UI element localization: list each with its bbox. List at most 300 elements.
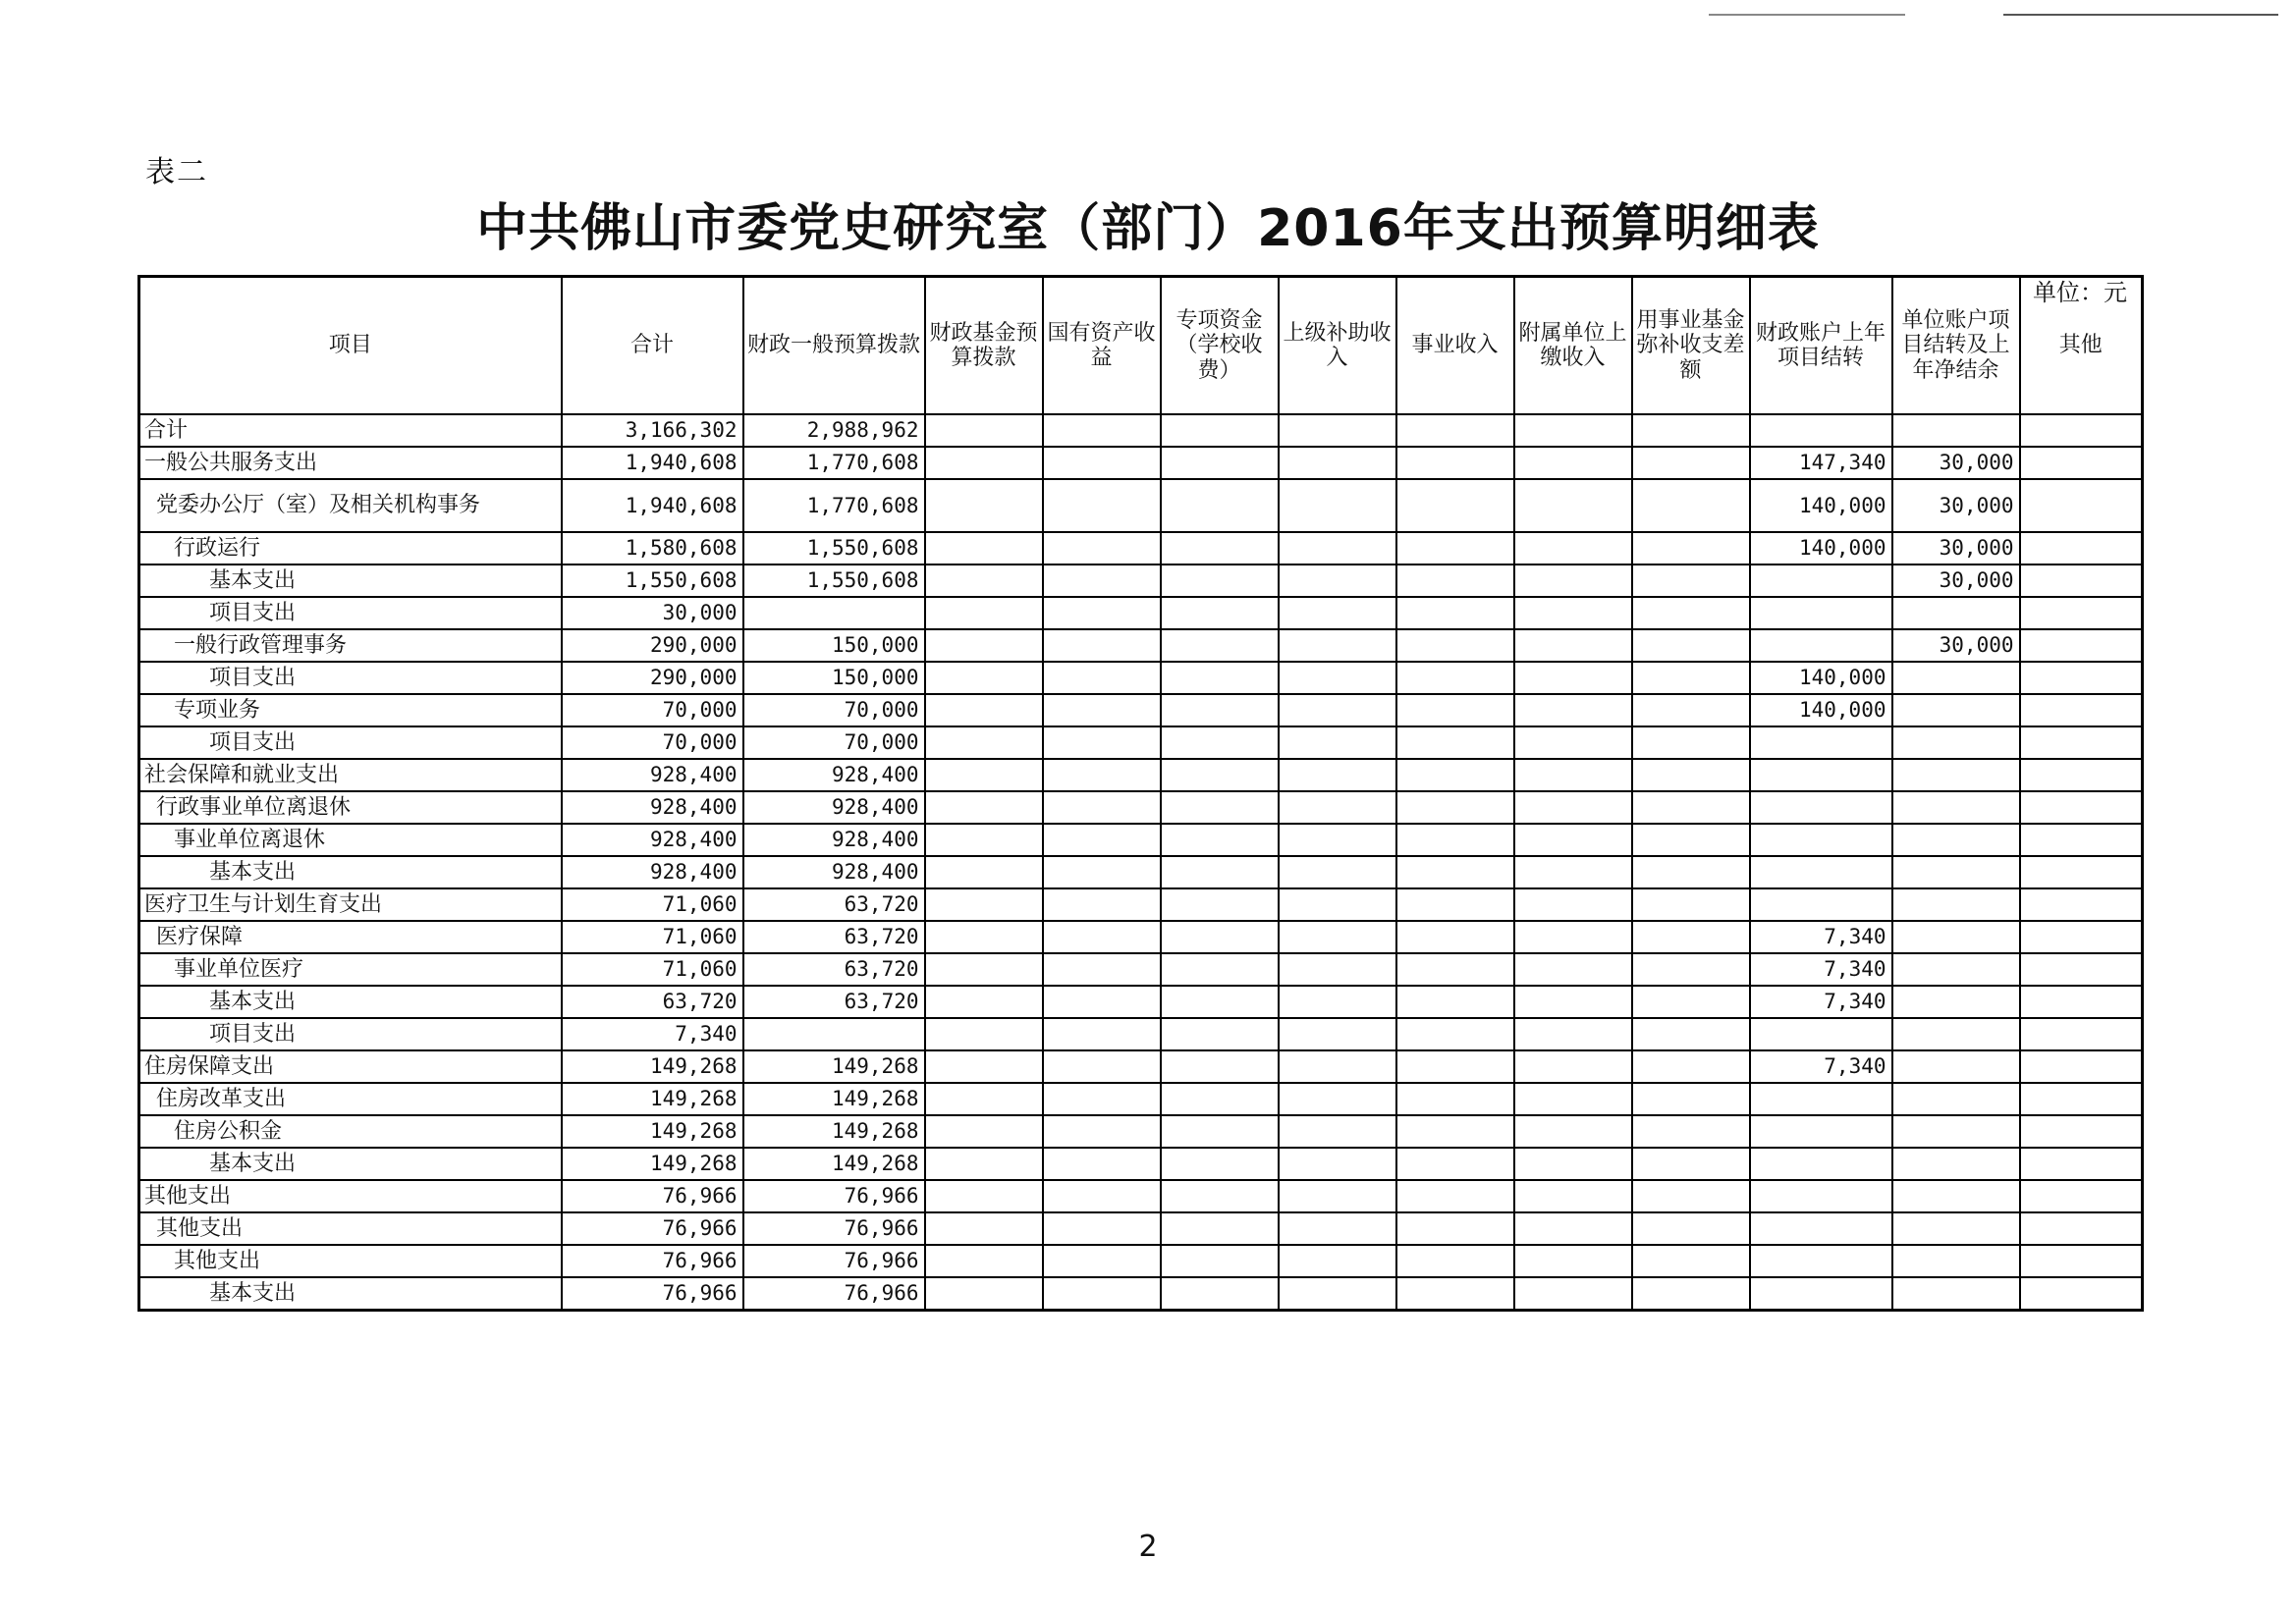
table-cell bbox=[1396, 479, 1514, 532]
header-cell: 财政账户上年项目结转 bbox=[1750, 277, 1892, 415]
table-row bbox=[139, 532, 2143, 565]
table-cell bbox=[1892, 986, 2020, 1018]
table-cell: 150,000 bbox=[743, 662, 925, 694]
table-cell bbox=[1396, 694, 1514, 726]
table-cell: 事业单位离退休 bbox=[139, 824, 562, 856]
table-cell bbox=[925, 1050, 1043, 1083]
table-cell: 149,268 bbox=[743, 1083, 925, 1115]
table-cell bbox=[925, 1245, 1043, 1277]
table-cell bbox=[2020, 1018, 2143, 1050]
table-cell bbox=[925, 597, 1043, 629]
table-cell bbox=[1396, 986, 1514, 1018]
table-cell bbox=[1161, 791, 1279, 824]
table-cell: 290,000 bbox=[562, 629, 743, 662]
table-row bbox=[139, 791, 2143, 824]
table-cell bbox=[1043, 953, 1161, 986]
table-cell: 149,268 bbox=[562, 1050, 743, 1083]
table-cell bbox=[1892, 1018, 2020, 1050]
table-cell bbox=[1161, 479, 1279, 532]
table-cell bbox=[1750, 1212, 1892, 1245]
table-cell bbox=[1161, 888, 1279, 921]
table-cell bbox=[925, 414, 1043, 447]
table-cell: 71,060 bbox=[562, 921, 743, 953]
table-cell bbox=[1514, 986, 1632, 1018]
table-cell bbox=[1750, 1277, 1892, 1311]
table-cell bbox=[1161, 824, 1279, 856]
table-cell bbox=[1750, 759, 1892, 791]
table-cell bbox=[1043, 1277, 1161, 1311]
table-cell: 70,000 bbox=[562, 694, 743, 726]
table-cell: 30,000 bbox=[1892, 447, 2020, 479]
table-row bbox=[139, 1180, 2143, 1212]
table-cell bbox=[1161, 1083, 1279, 1115]
table-cell: 76,966 bbox=[743, 1180, 925, 1212]
table-row bbox=[139, 986, 2143, 1018]
table-cell bbox=[2020, 726, 2143, 759]
table-cell bbox=[1514, 726, 1632, 759]
table-cell bbox=[1750, 791, 1892, 824]
table-cell bbox=[1396, 1050, 1514, 1083]
table-row bbox=[139, 662, 2143, 694]
table-cell bbox=[1750, 824, 1892, 856]
table-cell: 党委办公厅（室）及相关机构事务 bbox=[139, 479, 562, 532]
table-row bbox=[139, 824, 2143, 856]
header-cell: 专项资金（学校收费） bbox=[1161, 277, 1279, 415]
table-cell: 928,400 bbox=[743, 824, 925, 856]
table-cell bbox=[1632, 759, 1750, 791]
table-cell bbox=[925, 1115, 1043, 1148]
header-cell: 财政基金预算拨款 bbox=[925, 277, 1043, 415]
table-cell bbox=[1043, 1180, 1161, 1212]
table-cell bbox=[925, 447, 1043, 479]
table-cell: 140,000 bbox=[1750, 479, 1892, 532]
table-cell bbox=[1632, 414, 1750, 447]
table-cell bbox=[1396, 532, 1514, 565]
table-cell bbox=[925, 726, 1043, 759]
table-cell bbox=[1892, 1180, 2020, 1212]
table-cell bbox=[1396, 791, 1514, 824]
table-cell: 住房保障支出 bbox=[139, 1050, 562, 1083]
table-cell: 149,268 bbox=[743, 1115, 925, 1148]
table-cell bbox=[743, 1018, 925, 1050]
header-cell: 附属单位上缴收入 bbox=[1514, 277, 1632, 415]
table-cell bbox=[1279, 1018, 1396, 1050]
table-cell bbox=[1161, 759, 1279, 791]
header-cell: 合计 bbox=[562, 277, 743, 415]
table-cell: 项目支出 bbox=[139, 1018, 562, 1050]
table-cell bbox=[1161, 414, 1279, 447]
table-cell bbox=[1161, 1180, 1279, 1212]
table-cell bbox=[2020, 532, 2143, 565]
table-row bbox=[139, 1050, 2143, 1083]
table-cell bbox=[1279, 662, 1396, 694]
table-cell bbox=[1514, 447, 1632, 479]
table-cell bbox=[1514, 532, 1632, 565]
table-cell: 3,166,302 bbox=[562, 414, 743, 447]
table-row bbox=[139, 1277, 2143, 1311]
table-cell bbox=[1892, 726, 2020, 759]
table-cell: 30,000 bbox=[1892, 479, 2020, 532]
table-cell bbox=[1279, 759, 1396, 791]
table-cell: 行政事业单位离退休 bbox=[139, 791, 562, 824]
table-cell bbox=[1632, 1083, 1750, 1115]
table-cell bbox=[1396, 1148, 1514, 1180]
table-cell bbox=[925, 479, 1043, 532]
table-cell bbox=[1514, 1212, 1632, 1245]
table-cell bbox=[1396, 597, 1514, 629]
table-cell bbox=[1161, 726, 1279, 759]
table-cell bbox=[1279, 856, 1396, 888]
table-cell bbox=[925, 1180, 1043, 1212]
table-cell: 住房改革支出 bbox=[139, 1083, 562, 1115]
table-cell bbox=[1279, 1245, 1396, 1277]
table-cell bbox=[925, 629, 1043, 662]
table-cell: 70,000 bbox=[562, 726, 743, 759]
table-cell bbox=[2020, 791, 2143, 824]
table-cell: 基本支出 bbox=[139, 565, 562, 597]
table-cell: 149,268 bbox=[562, 1148, 743, 1180]
table-cell bbox=[925, 824, 1043, 856]
table-cell bbox=[1161, 921, 1279, 953]
table-cell bbox=[1279, 1277, 1396, 1311]
page-number: 2 bbox=[1138, 1530, 1158, 1564]
table-cell bbox=[925, 856, 1043, 888]
table-cell: 1,550,608 bbox=[743, 532, 925, 565]
table-cell bbox=[1161, 1148, 1279, 1180]
table-cell bbox=[1632, 1148, 1750, 1180]
table-cell bbox=[1632, 1277, 1750, 1311]
table-cell: 147,340 bbox=[1750, 447, 1892, 479]
table-cell bbox=[1632, 986, 1750, 1018]
table-cell bbox=[1632, 1245, 1750, 1277]
table-cell bbox=[1396, 856, 1514, 888]
table-cell bbox=[1632, 824, 1750, 856]
table-cell bbox=[1750, 1115, 1892, 1148]
table-row bbox=[139, 694, 2143, 726]
table-cell: 149,268 bbox=[562, 1115, 743, 1148]
table-cell bbox=[925, 791, 1043, 824]
table-cell bbox=[1632, 1115, 1750, 1148]
table-cell bbox=[925, 532, 1043, 565]
table-cell bbox=[1750, 888, 1892, 921]
table-cell bbox=[1043, 1050, 1161, 1083]
table-cell: 行政运行 bbox=[139, 532, 562, 565]
table-row bbox=[139, 565, 2143, 597]
table-cell bbox=[1043, 694, 1161, 726]
table-cell bbox=[1161, 532, 1279, 565]
table-cell: 149,268 bbox=[743, 1148, 925, 1180]
table-cell bbox=[1632, 791, 1750, 824]
table-cell bbox=[1632, 921, 1750, 953]
table-cell bbox=[1161, 1018, 1279, 1050]
table-cell: 140,000 bbox=[1750, 532, 1892, 565]
scan-mark bbox=[2003, 14, 2278, 16]
table-row bbox=[139, 1148, 2143, 1180]
table-cell bbox=[2020, 479, 2143, 532]
table-cell: 76,966 bbox=[743, 1212, 925, 1245]
table-cell bbox=[1279, 953, 1396, 986]
table-row bbox=[139, 447, 2143, 479]
table-cell: 63,720 bbox=[743, 921, 925, 953]
table-cell bbox=[1514, 856, 1632, 888]
table-cell bbox=[925, 986, 1043, 1018]
table-cell bbox=[1161, 662, 1279, 694]
table-cell bbox=[1161, 953, 1279, 986]
table-cell bbox=[1396, 662, 1514, 694]
table-cell bbox=[1279, 1148, 1396, 1180]
table-cell bbox=[1161, 565, 1279, 597]
table-cell: 7,340 bbox=[1750, 921, 1892, 953]
header-cell: 其他 bbox=[2020, 277, 2143, 415]
table-cell bbox=[1161, 629, 1279, 662]
header-cell: 单位账户项目结转及上年净结余 bbox=[1892, 277, 2020, 415]
table-cell bbox=[1514, 1180, 1632, 1212]
table-cell: 7,340 bbox=[562, 1018, 743, 1050]
table-cell bbox=[1892, 921, 2020, 953]
table-cell bbox=[1514, 824, 1632, 856]
table-cell bbox=[1514, 888, 1632, 921]
table-cell: 基本支出 bbox=[139, 986, 562, 1018]
table-cell bbox=[1892, 694, 2020, 726]
table-cell: 63,720 bbox=[743, 986, 925, 1018]
table-cell bbox=[925, 1148, 1043, 1180]
header-cell: 用事业基金弥补收支差额 bbox=[1632, 277, 1750, 415]
table-cell bbox=[1396, 953, 1514, 986]
table-cell bbox=[1750, 597, 1892, 629]
table-cell: 专项业务 bbox=[139, 694, 562, 726]
table-cell: 医疗保障 bbox=[139, 921, 562, 953]
table-cell bbox=[2020, 662, 2143, 694]
table-cell bbox=[1396, 565, 1514, 597]
table-cell bbox=[1161, 597, 1279, 629]
table-cell bbox=[2020, 953, 2143, 986]
table-cell bbox=[1892, 1245, 2020, 1277]
table-cell bbox=[1396, 726, 1514, 759]
table-cell bbox=[2020, 629, 2143, 662]
table-cell: 928,400 bbox=[743, 759, 925, 791]
table-cell bbox=[1396, 629, 1514, 662]
table-cell bbox=[2020, 1212, 2143, 1245]
table-cell bbox=[925, 1212, 1043, 1245]
table-cell: 76,966 bbox=[562, 1212, 743, 1245]
table-cell bbox=[1514, 629, 1632, 662]
table-cell bbox=[1750, 1018, 1892, 1050]
table-cell bbox=[1043, 726, 1161, 759]
table-cell bbox=[1632, 888, 1750, 921]
table-cell: 928,400 bbox=[562, 856, 743, 888]
table-cell bbox=[2020, 1277, 2143, 1311]
table-cell bbox=[925, 1083, 1043, 1115]
table-cell bbox=[2020, 986, 2143, 1018]
unit-label: 单位：元 bbox=[2033, 279, 2127, 306]
table-cell bbox=[1279, 694, 1396, 726]
table-cell bbox=[1514, 1245, 1632, 1277]
table-row bbox=[139, 414, 2143, 447]
table-cell bbox=[1750, 856, 1892, 888]
table-cell bbox=[925, 953, 1043, 986]
table-cell bbox=[1043, 597, 1161, 629]
table-cell bbox=[1279, 629, 1396, 662]
table-cell: 其他支出 bbox=[139, 1180, 562, 1212]
table-cell bbox=[1043, 414, 1161, 447]
header-cell: 财政一般预算拨款 bbox=[743, 277, 925, 415]
table-cell: 7,340 bbox=[1750, 986, 1892, 1018]
table-cell: 7,340 bbox=[1750, 953, 1892, 986]
table-cell bbox=[2020, 1180, 2143, 1212]
table-cell: 150,000 bbox=[743, 629, 925, 662]
table-cell bbox=[925, 565, 1043, 597]
table-cell bbox=[1279, 479, 1396, 532]
table-cell: 76,966 bbox=[743, 1277, 925, 1311]
table-cell: 其他支出 bbox=[139, 1245, 562, 1277]
table-cell: 140,000 bbox=[1750, 662, 1892, 694]
table-cell: 1,580,608 bbox=[562, 532, 743, 565]
table-cell bbox=[1043, 1212, 1161, 1245]
table-cell: 928,400 bbox=[743, 856, 925, 888]
table-cell: 基本支出 bbox=[139, 1148, 562, 1180]
scan-mark bbox=[1709, 14, 1905, 16]
table-cell: 63,720 bbox=[562, 986, 743, 1018]
table-cell: 71,060 bbox=[562, 953, 743, 986]
table-cell bbox=[1279, 1050, 1396, 1083]
table-cell bbox=[925, 1018, 1043, 1050]
header-cell: 上级补助收入 bbox=[1279, 277, 1396, 415]
table-cell bbox=[1396, 1212, 1514, 1245]
table-cell bbox=[1514, 1083, 1632, 1115]
table-cell bbox=[1043, 479, 1161, 532]
table-cell bbox=[1161, 1115, 1279, 1148]
table-cell: 30,000 bbox=[1892, 532, 2020, 565]
table-cell bbox=[1043, 986, 1161, 1018]
table-cell: 一般行政管理事务 bbox=[139, 629, 562, 662]
table-cell bbox=[1279, 565, 1396, 597]
header-cell: 事业收入 bbox=[1396, 277, 1514, 415]
table-cell bbox=[1043, 824, 1161, 856]
table-cell bbox=[2020, 1115, 2143, 1148]
table-cell bbox=[925, 1277, 1043, 1311]
table-cell: 70,000 bbox=[743, 694, 925, 726]
table-cell bbox=[1279, 986, 1396, 1018]
table-cell bbox=[1514, 953, 1632, 986]
table-cell bbox=[1892, 597, 2020, 629]
table-cell: 项目支出 bbox=[139, 597, 562, 629]
table-cell bbox=[1892, 1115, 2020, 1148]
table-cell bbox=[1396, 1115, 1514, 1148]
table-cell bbox=[2020, 824, 2143, 856]
table-cell bbox=[1043, 1245, 1161, 1277]
table-cell bbox=[1043, 856, 1161, 888]
table-row bbox=[139, 856, 2143, 888]
table-cell: 1,770,608 bbox=[743, 479, 925, 532]
table-cell: 1,550,608 bbox=[743, 565, 925, 597]
table-cell bbox=[1892, 1277, 2020, 1311]
table-cell: 70,000 bbox=[743, 726, 925, 759]
table-cell bbox=[1750, 1083, 1892, 1115]
table-cell bbox=[1632, 479, 1750, 532]
table-cell: 其他支出 bbox=[139, 1212, 562, 1245]
table-cell bbox=[1892, 953, 2020, 986]
table-cell bbox=[2020, 1050, 2143, 1083]
table-cell bbox=[1161, 1212, 1279, 1245]
table-row bbox=[139, 921, 2143, 953]
table-cell bbox=[1632, 662, 1750, 694]
table-cell bbox=[1396, 888, 1514, 921]
table-label: 表二 bbox=[145, 155, 208, 189]
table-cell bbox=[1043, 1083, 1161, 1115]
table-cell bbox=[1161, 694, 1279, 726]
table-cell: 290,000 bbox=[562, 662, 743, 694]
table-cell: 项目支出 bbox=[139, 726, 562, 759]
table-cell bbox=[1892, 791, 2020, 824]
table-cell: 76,966 bbox=[562, 1245, 743, 1277]
table-cell bbox=[1279, 1212, 1396, 1245]
table-row bbox=[139, 888, 2143, 921]
table-cell bbox=[1279, 1115, 1396, 1148]
table-cell bbox=[1043, 888, 1161, 921]
table-cell bbox=[2020, 921, 2143, 953]
table-cell bbox=[925, 888, 1043, 921]
table-row bbox=[139, 479, 2143, 532]
table-cell: 2,988,962 bbox=[743, 414, 925, 447]
table-cell bbox=[2020, 414, 2143, 447]
table-cell bbox=[1632, 532, 1750, 565]
table-cell bbox=[1279, 1180, 1396, 1212]
table-cell bbox=[925, 921, 1043, 953]
table-cell: 住房公积金 bbox=[139, 1115, 562, 1148]
table-cell: 928,400 bbox=[562, 791, 743, 824]
budget-table bbox=[137, 275, 2144, 1312]
table-cell bbox=[1279, 824, 1396, 856]
page-title: 中共佛山市委党史研究室（部门）2016年支出预算明细表 bbox=[476, 199, 1820, 258]
table-cell bbox=[1043, 1148, 1161, 1180]
table-cell bbox=[1514, 1018, 1632, 1050]
table-cell bbox=[1632, 1050, 1750, 1083]
table-cell bbox=[1750, 726, 1892, 759]
table-cell bbox=[1514, 921, 1632, 953]
table-cell bbox=[1396, 759, 1514, 791]
table-cell bbox=[1892, 888, 2020, 921]
table-cell bbox=[1750, 629, 1892, 662]
table-cell bbox=[1396, 447, 1514, 479]
table-cell bbox=[2020, 888, 2143, 921]
table-cell bbox=[1279, 726, 1396, 759]
table-cell bbox=[1632, 953, 1750, 986]
table-cell bbox=[1396, 414, 1514, 447]
table-cell bbox=[1632, 1018, 1750, 1050]
table-row bbox=[139, 1115, 2143, 1148]
table-cell bbox=[1279, 888, 1396, 921]
table-cell bbox=[1043, 1018, 1161, 1050]
table-cell bbox=[1514, 759, 1632, 791]
table-cell bbox=[1750, 1245, 1892, 1277]
table-cell bbox=[925, 759, 1043, 791]
table-cell bbox=[1892, 1083, 2020, 1115]
table-body bbox=[139, 414, 2143, 1311]
table-cell bbox=[925, 662, 1043, 694]
table-cell bbox=[1892, 824, 2020, 856]
table-cell: 63,720 bbox=[743, 953, 925, 986]
table-cell: 项目支出 bbox=[139, 662, 562, 694]
header-cell: 国有资产收益 bbox=[1043, 277, 1161, 415]
table-cell bbox=[1514, 1050, 1632, 1083]
table-cell bbox=[1632, 694, 1750, 726]
table-cell bbox=[1161, 986, 1279, 1018]
table-cell bbox=[1279, 532, 1396, 565]
table-cell: 基本支出 bbox=[139, 856, 562, 888]
table-cell bbox=[2020, 759, 2143, 791]
table-cell bbox=[1279, 1083, 1396, 1115]
table-row bbox=[139, 1212, 2143, 1245]
